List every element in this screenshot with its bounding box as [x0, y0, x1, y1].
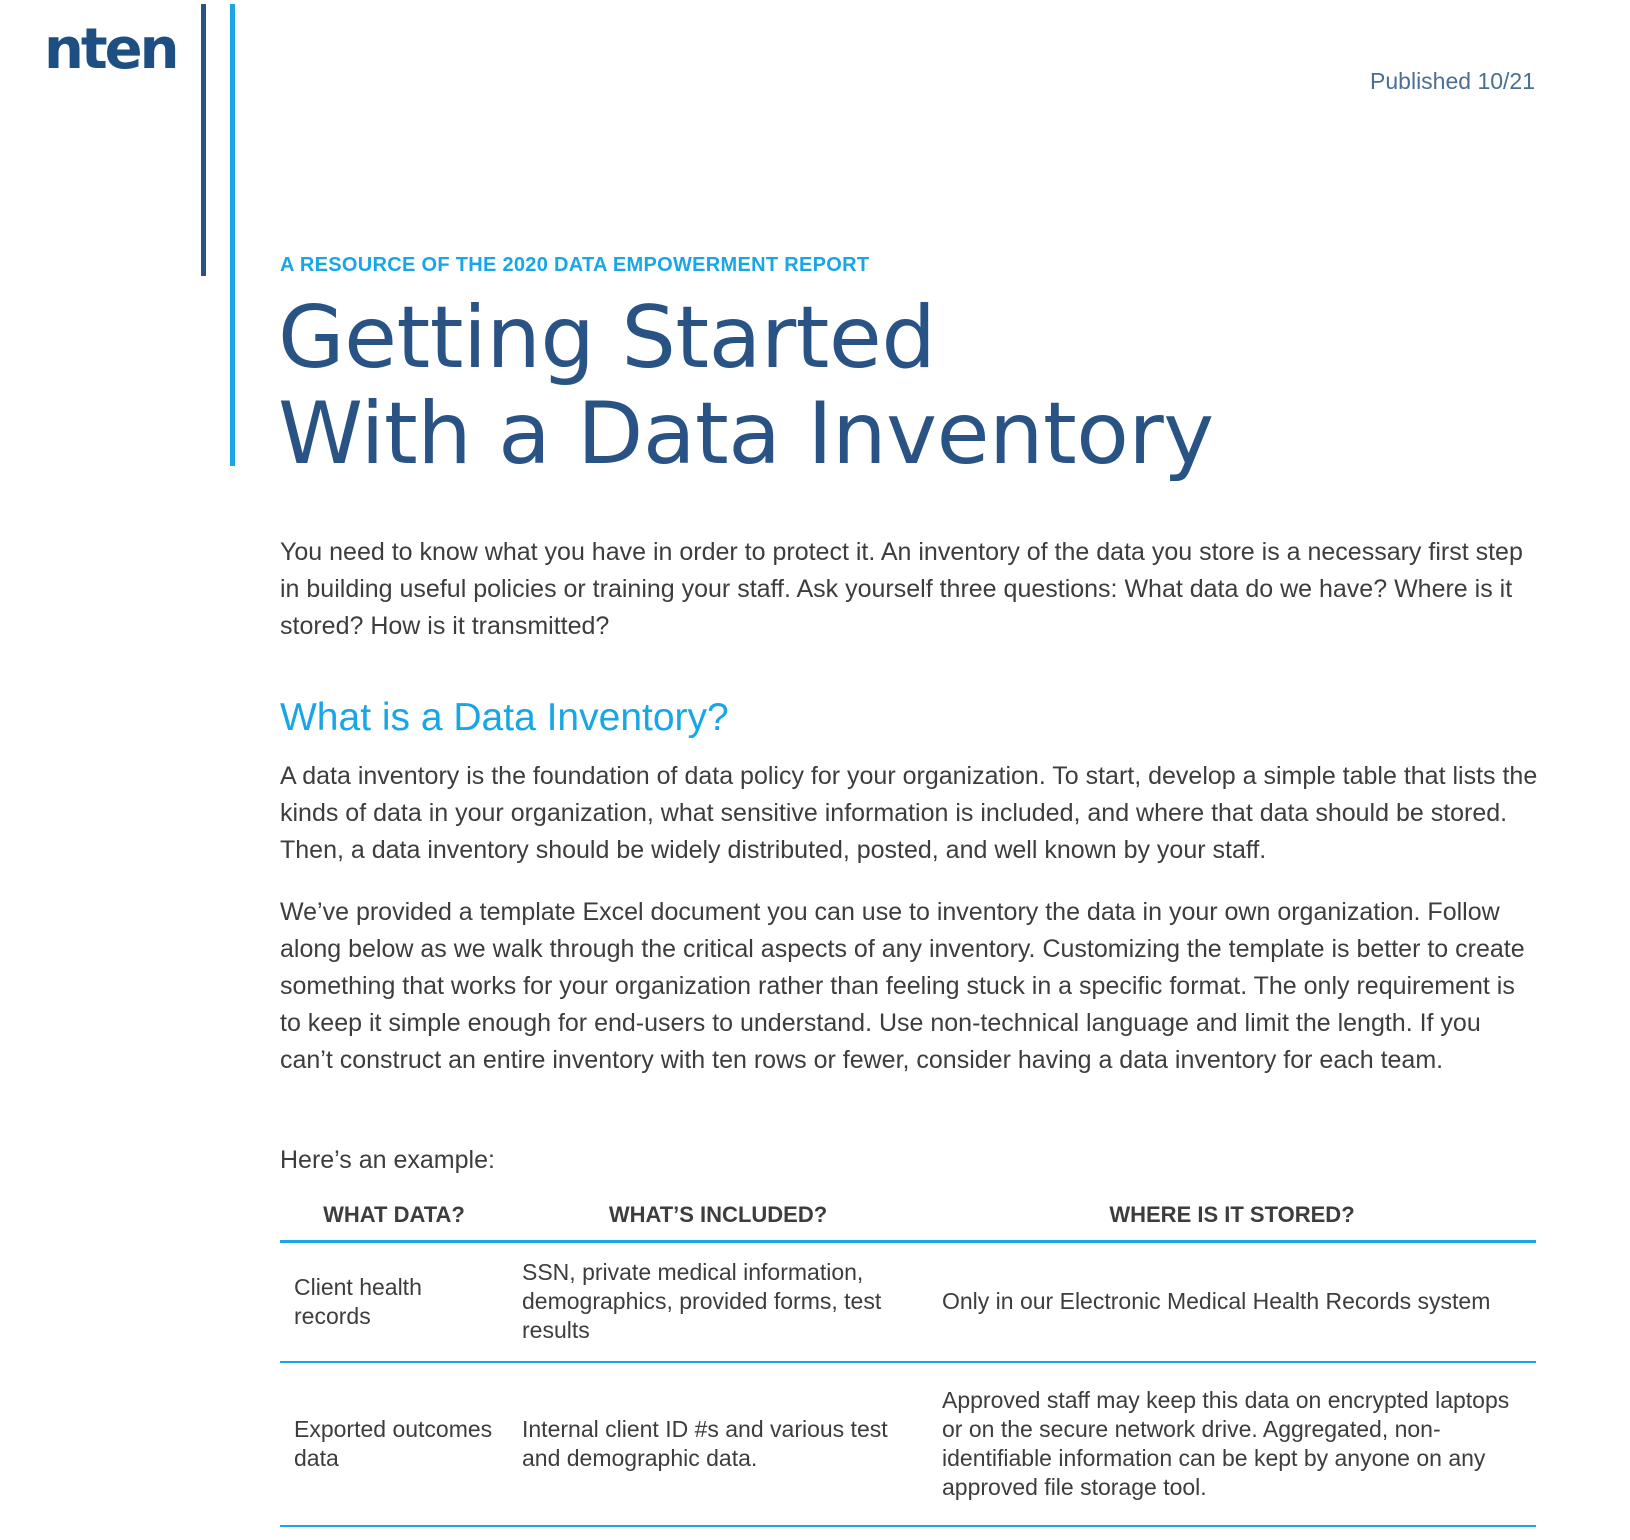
table-row	[280, 1362, 1536, 1526]
template-paragraph: We’ve provided a template Excel document you can use to inventory the data in your own organization. Follow along below as we walk through the critical aspects of any inventory. Customizing the template is better to create something that works for your organization rather than feeling stuck in a specific format. The only requirement is to keep it simple enough for end-users to understand. Use non-technical language and limit the length. If you can’t construct an entire inventory with ten rows or fewer, consider having a data inventory for each team.	[280, 898, 1525, 1074]
cell-where-stored: Approved staff may keep this data on encrypted laptops or on the secure network drive. Aggregated, non-identifiable information can be kept by anyone on any approved file storage tool.	[928, 1362, 1536, 1526]
column-header-whats-included: WHAT’S INCLUDED?	[508, 1194, 928, 1242]
decorative-rule-dark	[201, 4, 206, 276]
table-row	[280, 1242, 1536, 1362]
cell-where-stored: Only in our Electronic Medical Health Records system	[928, 1242, 1536, 1362]
cell-whats-included: SSN, private medical information, demographics, provided forms, test results	[508, 1242, 928, 1362]
column-header-where-stored: WHERE IS IT STORED?	[928, 1194, 1536, 1242]
intro-paragraph: You need to know what you have in order to protect it. An inventory of the data you store is a necessary first step in building useful policies or training your staff. Ask yourself three questions: What data do we have? Where is it stored? How is it transmitted?	[280, 538, 1523, 640]
published-date: Published 10/21	[1370, 68, 1535, 94]
decorative-rule-light	[230, 4, 235, 466]
definition-paragraph: A data inventory is the foundation of data policy for your organization. To start, develop a simple table that lists the kinds of data in your organization, what sensitive information is included, and where that data should be stored. Then, a data inventory should be widely distributed, posted, and well known by your staff.	[280, 762, 1538, 864]
example-label: Here’s an example:	[280, 1146, 495, 1174]
column-header-what-data: WHAT DATA?	[280, 1194, 508, 1242]
table-header-row	[280, 1194, 1536, 1242]
cell-whats-included: Internal client ID #s and various test and demographic data.	[508, 1362, 928, 1526]
nten-logo: nten	[44, 17, 177, 82]
title-line-2: With a Data Inventory	[278, 384, 1214, 484]
cell-what-data: Client health records	[280, 1242, 508, 1362]
title-line-1: Getting Started	[278, 288, 936, 388]
cell-what-data: Exported outcomes data	[280, 1362, 508, 1526]
page-title	[278, 290, 1214, 482]
data-inventory-table	[280, 1194, 1536, 1527]
report-eyebrow: A RESOURCE OF THE 2020 DATA EMPOWERMENT REPORT	[280, 254, 870, 276]
section-heading: What is a Data Inventory?	[280, 696, 729, 739]
